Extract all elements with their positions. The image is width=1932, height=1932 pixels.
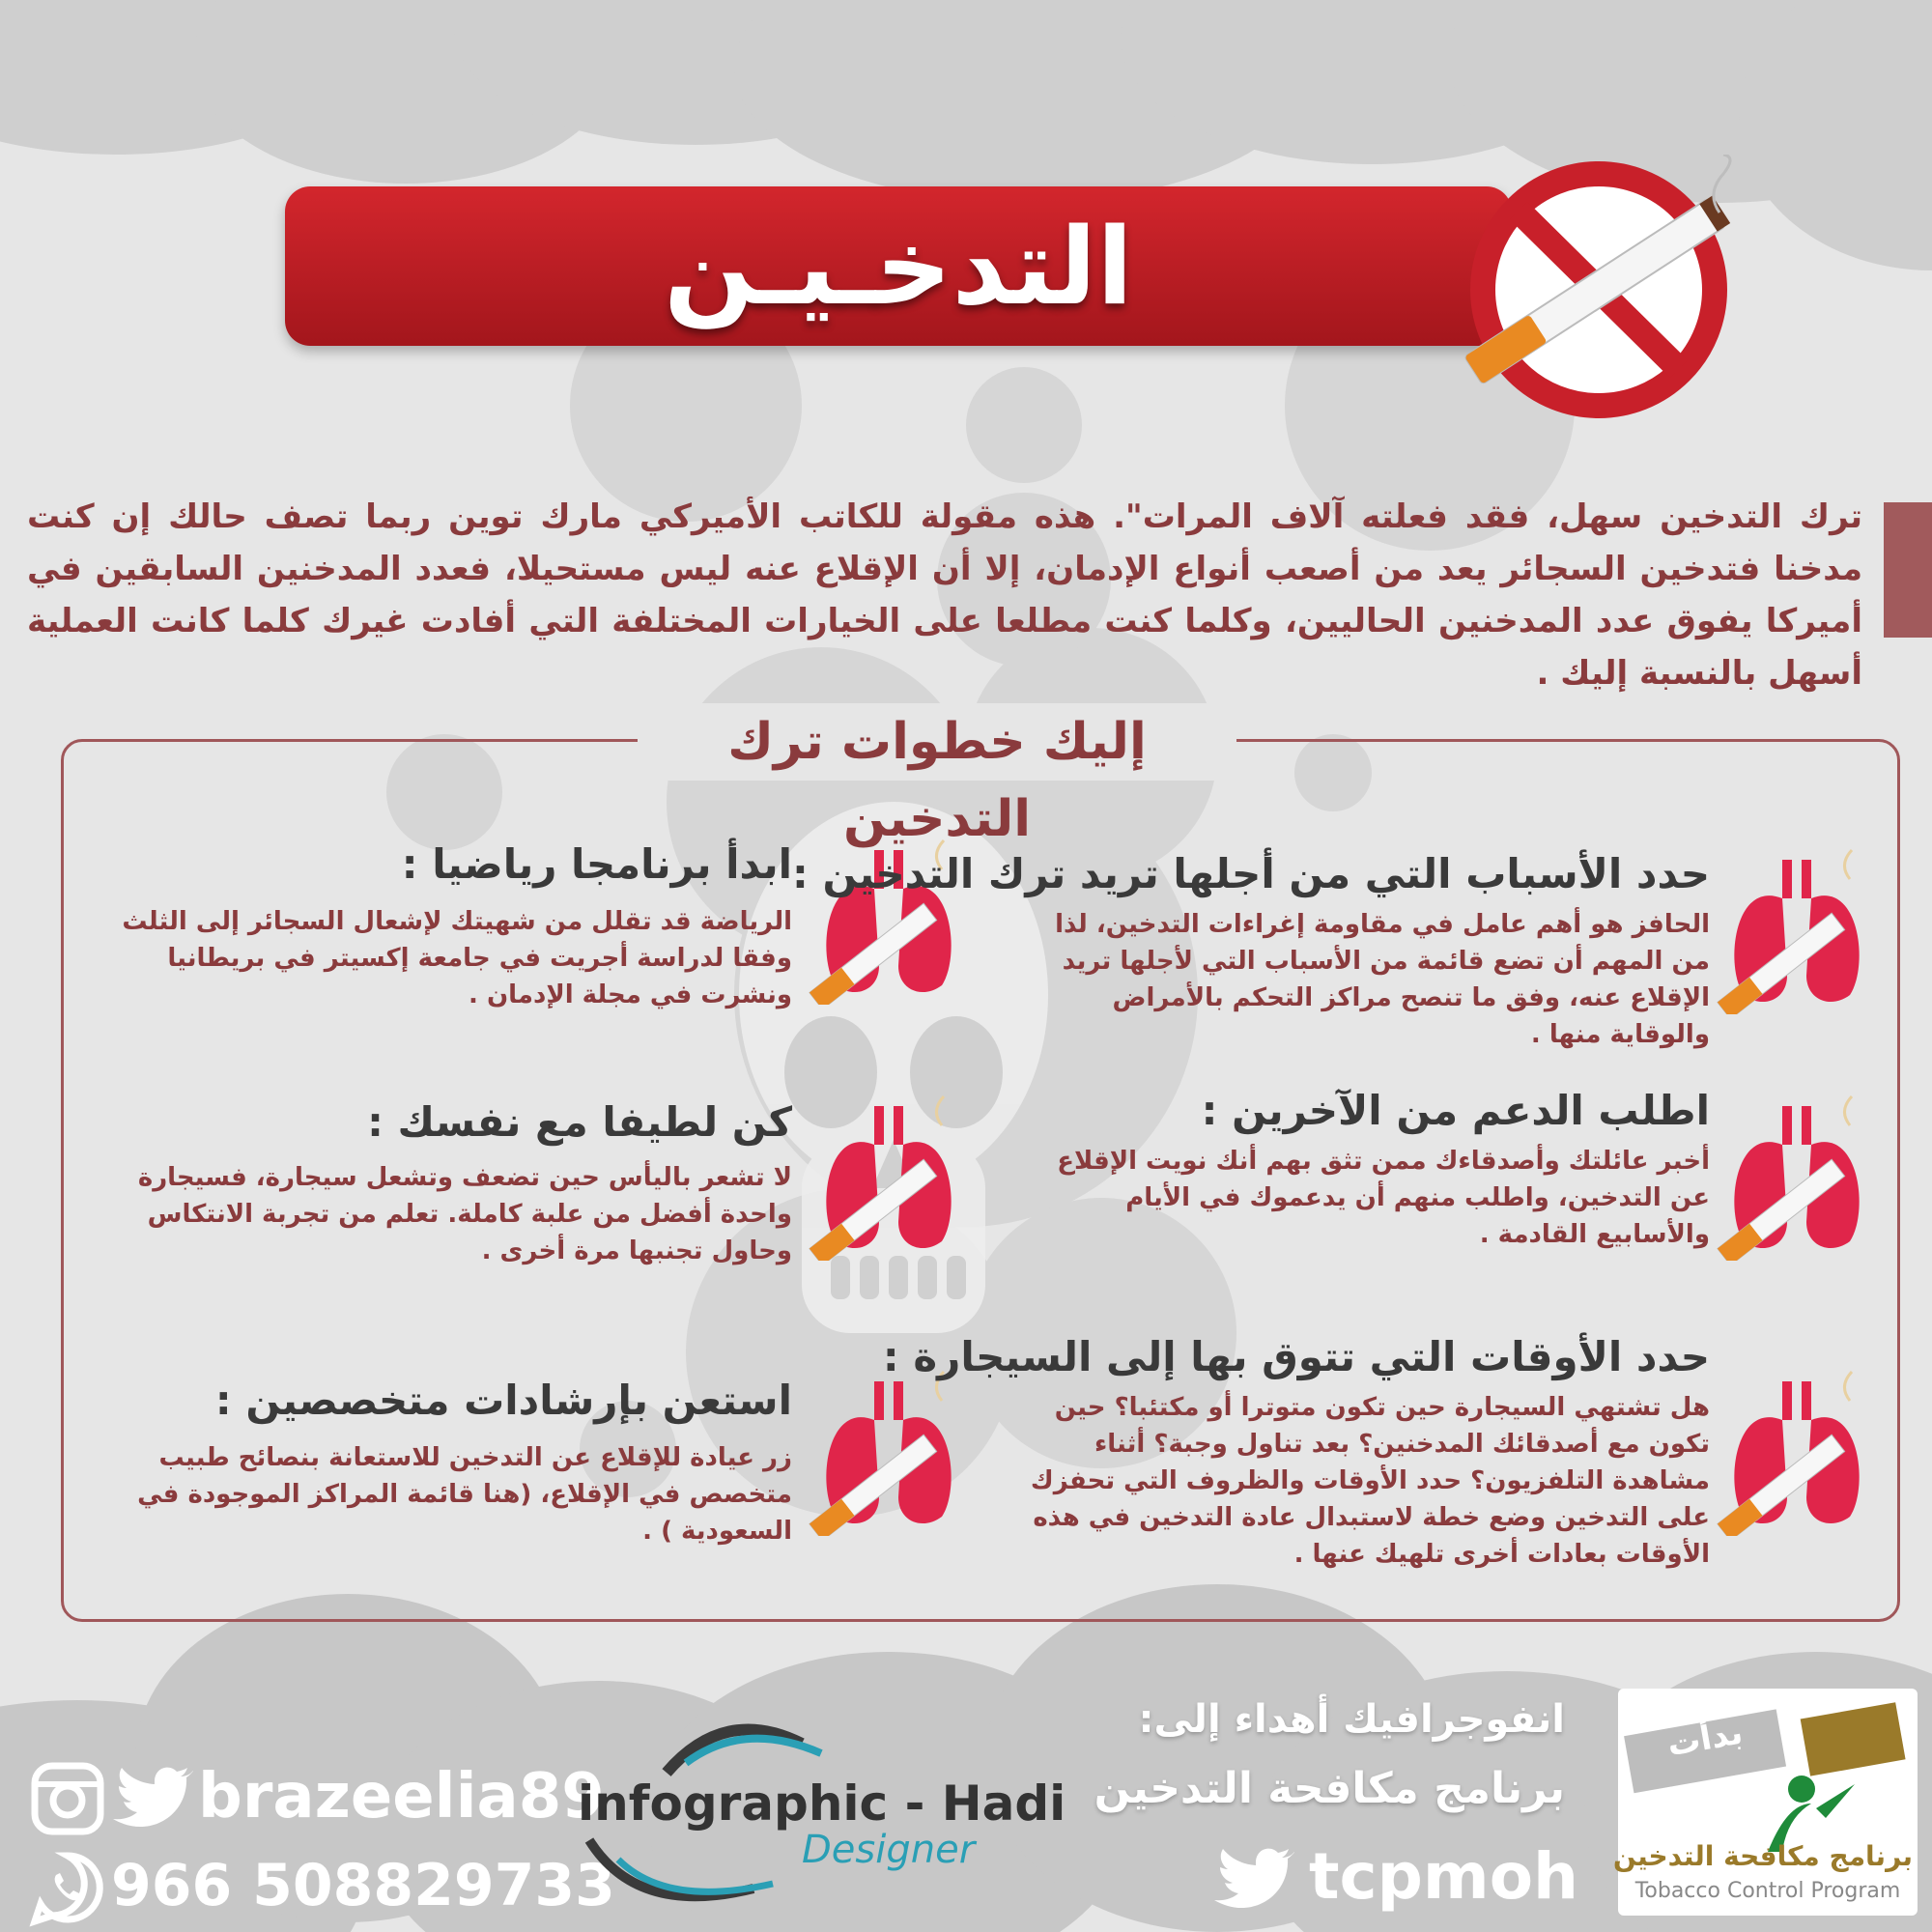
intro-paragraph: ترك التدخين سهل، فقد فعلته آلاف المرات". هذه مقولة للكاتب الأميركي مارك توين ربما تصف حالك إن كنت مدخنا فتدخين السجائر يعد من أصعب أنواع الإدمان، إلا أن الإقلاع عنه ليس مستحيلا، فعدد المدخنين السابقين في أميركا يفوق عدد المدخنين الحاليين، وكلما كنت مطلعا على الخيارات المختلفة التي أفادت غيرك كلما كانت العملية أسهل بالنسبة إليك . (27, 497, 1862, 693)
step-5-body: هل تشتهي السيجارة حين تكون متوترا أو مكتئبا؟ حين تكون مع أصدقائك المدخنين؟ بعد تناول وجبة؟ أثناء مشاهدة التلفزيون؟ حدد الأوقات والظروف التي تحفزك على التدخين وضع خطة لاستبدال عادة التدخين في هذه الأوقات بعادات أخرى تلهيك عنها . (1030, 1393, 1710, 1569)
dedication-line-2: برنامج مكافحة التدخين (1094, 1764, 1565, 1813)
phone-number: 966 508829733 (111, 1852, 615, 1919)
step-3-heading: اطلب الدعم من الآخرين : (1201, 1087, 1710, 1134)
lungs-cigarette-icon (1715, 1087, 1879, 1261)
program-twitter-handle: tcpmoh (1309, 1839, 1579, 1914)
instagram-twitter-handle: brazeelia89 (198, 1761, 605, 1833)
instagram-icon (29, 1760, 106, 1837)
step-6-heading: استعن بإرشادات متخصصين : (214, 1377, 792, 1424)
designer-subtitle: Designer (802, 1828, 976, 1872)
step-2-body: الرياضة قد تقلل من شهيتك لإشعال السجائر إلى الثلث وفقا لدراسة أجريت في جامعة إكسيتر في بريطانيا ونشرت في مجلة الإدمان . (122, 907, 792, 1009)
intro-accent-bar (1884, 502, 1932, 638)
page-title: التدخـيـن (664, 204, 1133, 328)
step-5-heading: حدد الأوقات التي تتوق بها إلى السيجارة : (882, 1333, 1710, 1380)
dedication-line-1: انفوجرافيك أهداء إلى: (1138, 1697, 1565, 1742)
step-1-heading: حدد الأسباب التي من أجلها تريد ترك التدخين : (792, 850, 1710, 897)
program-logo-mark: بدأت (1663, 1713, 1746, 1765)
lungs-cigarette-icon (1715, 840, 1879, 1014)
step-1-body: الحافز هو أهم عامل في مقاومة إغراءات التدخين، لذا من المهم أن تضع قائمة من الأسباب التي لأجلها تريد الإقلاع عنه، وفق ما تنصح مراكز التحكم بالأمراض والوقاية منها . (1055, 910, 1710, 1049)
no-smoking-icon (1430, 155, 1748, 425)
lungs-cigarette-icon (807, 1362, 971, 1536)
lungs-cigarette-icon (1715, 1362, 1879, 1536)
program-name-english: Tobacco Control Program (1634, 1879, 1901, 1903)
designer-name: infographic - Hadi (578, 1776, 1066, 1832)
lungs-cigarette-icon (807, 1087, 971, 1261)
step-4-body: لا تشعر باليأس حين تضعف وتشعل سيجارة، فسيجارة واحدة أفضل من علبة كاملة. تعلم من تجربة الانتكاس وحاول تجنبها مرة أخرى . (137, 1163, 792, 1265)
whatsapp-icon (29, 1850, 106, 1927)
twitter-icon (111, 1766, 193, 1833)
step-4-heading: كن لطيفا مع نفسك : (367, 1098, 792, 1146)
step-6-body: زر عيادة للإقلاع عن التدخين للاستعانة بنصائح طبيب متخصص في الإقلاع، (هنا قائمة المراكز الموجودة في السعودية ) . (137, 1443, 792, 1546)
program-logo-icon (1623, 1692, 1913, 1857)
program-name-arabic: برنامج مكافحة التدخين (1612, 1840, 1913, 1872)
step-3-body: أخبر عائلتك وأصدقاءك ممن تثق بهم أنك نويت الإقلاع عن التدخين، واطلب منهم أن يدعموك في الأيام والأسابيع القادمة . (1057, 1147, 1710, 1249)
step-2-heading: ابدأ برنامجا رياضيا : (401, 840, 792, 888)
section-title: إليك خطوات ترك التدخين (638, 703, 1236, 781)
twitter-icon (1212, 1847, 1294, 1915)
